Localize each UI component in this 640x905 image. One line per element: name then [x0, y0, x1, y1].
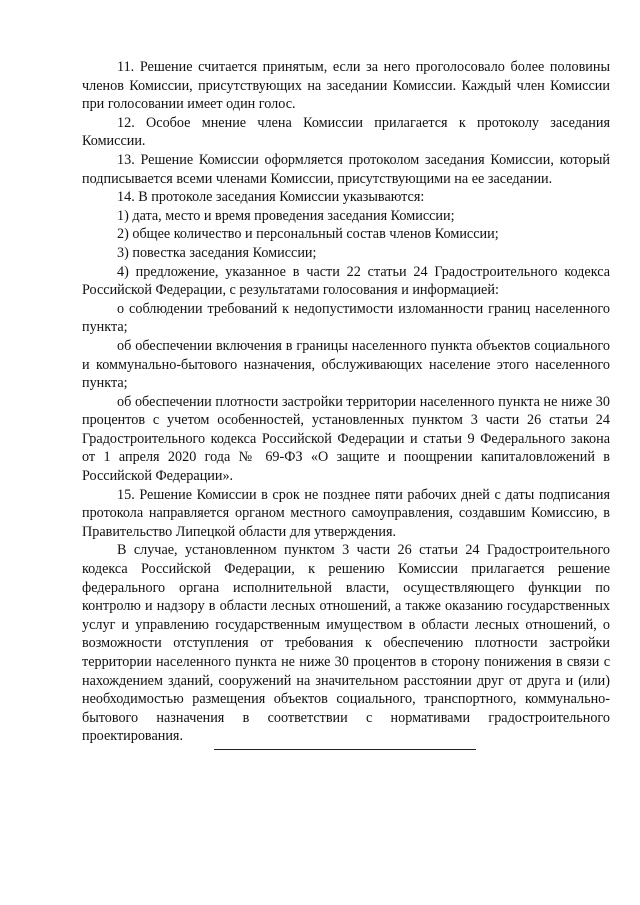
paragraph-item-15: 15. Решение Комиссии в срок не позднее пяти рабочих дней с даты подписания протокола направляется органом местного самоуправления, создавшим Комиссию, в Правительство Липецкой области для утверждения.: [82, 486, 610, 540]
sub-item-density: об обеспечении плотности застройки территории населенного пункта не ниже 30 процентов с учетом особенностей, установленных пунктом 3 части 26 статьи 24 Градостроительного кодекса Российской Федерации и статьи 9 Федерального закона от 1 апреля 2020 года № 69-ФЗ «О защите и поощрении капиталовложений в Российской Федерации».: [82, 393, 610, 485]
sub-item-inclusion: об обеспечении включения в границы населенного пункта объектов социального и коммунально-бытового назначения, обслуживающих население этого населенного пункта;: [82, 337, 610, 392]
list-item-1: 1) дата, место и время проведения заседания Комиссии;: [117, 207, 455, 224]
list-item-3: 3) повестка заседания Комиссии;: [117, 244, 317, 261]
paragraph-item-11: 11. Решение считается принятым, если за него проголосовало более половины членов Комиссии, присутствующих на заседании Комиссии. Каждый член Комиссии при голосовании имеет один голос.: [82, 59, 610, 113]
list-item-2: 2) общее количество и персональный состав членов Комиссии;: [117, 226, 499, 243]
document-body: [82, 58, 610, 746]
list-item-4: 4) предложение, указанное в части 22 статьи 24 Градостроительного кодекса Российской Федерации, с результатами голосования и информацией:: [82, 263, 610, 299]
closing-divider: [214, 749, 476, 750]
paragraph-item-14: 14. В протоколе заседания Комиссии указываются:: [117, 189, 425, 206]
paragraph-item-13: 13. Решение Комиссии оформляется протоколом заседания Комиссии, который подписывается всеми членами Комиссии, присутствующими на ее заседании.: [82, 151, 610, 187]
paragraph-special-case: В случае, установленном пунктом 3 части 26 статьи 24 Градостроительного кодекса Российской Федерации, к решению Комиссии прилагается решение федерального органа исполнительной власти, осуществляющего функции по контролю и надзору в области лесных отношений, а также оказанию государственных услуг и управлению государственным имуществом в области лесных отношений, о возможности отступления от требования к обеспечению плотности застройки территории населенного пункта не ниже 30 процентов в сторону понижения в связи с нахождением зданий, сооружений на значительном расстоянии друг от друга и (или) необходимостью размещения объектов социального, транспортного, коммунально-бытового назначения в соответствии с нормативами градостроительного проектирования.: [82, 542, 610, 745]
paragraph-item-12: 12. Особое мнение члена Комиссии прилагается к протоколу заседания Комиссии.: [82, 114, 610, 150]
sub-item-boundaries: о соблюдении требований к недопустимости изломанности границ населенного пункта;: [82, 300, 610, 336]
